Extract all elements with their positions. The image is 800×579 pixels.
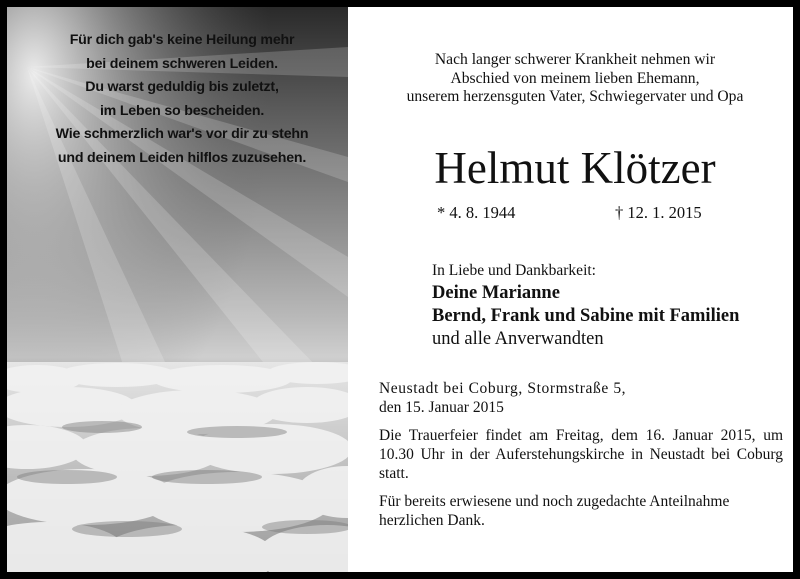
thanks-notice: Für bereits erwiesene und noch zugedachte Anteilnahme herzlichen Dank. [379, 493, 730, 529]
family-block [432, 260, 792, 351]
date-line: den 15. Januar 2015 [379, 399, 504, 416]
intro-line: Abschied von meinem lieben Ehemann, [450, 69, 700, 87]
intro-text [357, 51, 793, 107]
relatives-line: und alle Anverwandten [432, 329, 604, 349]
birth-date: * 4. 8. 1944 [437, 203, 516, 222]
place-line: Neustadt bei Coburg, Stormstraße 5, [379, 380, 627, 397]
dedication-label: In Liebe und Dankbarkeit: [432, 262, 596, 279]
intro-line: unserem herzensguten Vater, Schwiegervater und Opa [406, 88, 744, 105]
poem-line: Du warst geduldig bis zuletzt, [85, 79, 279, 96]
memorial-poem [37, 29, 327, 171]
death-date: † 12. 1. 2015 [615, 203, 702, 222]
poem-line: Für dich gab's keine Heilung mehr [69, 32, 295, 48]
poem-line: Wie schmerzlich war's vor dir zu stehn [55, 126, 309, 143]
poem-line: bei deinem schweren Leiden. [86, 55, 278, 72]
intro-line: Nach langer schwerer Krankheit nehmen wir [434, 51, 716, 68]
funeral-notice: Die Trauerfeier findet am Freitag, dem 16. Januar 2015, um 10.30 Uhr in der Auferstehungskirche in Neustadt bei Coburg statt. [379, 427, 783, 482]
spouse-name: Deine Marianne [432, 283, 560, 303]
poem-line: im Leben so bescheiden. [99, 102, 265, 119]
deceased-name: Helmut Klötzer [434, 143, 716, 193]
poem-line: und deinem Leiden hilflos zuzusehen. [57, 149, 307, 166]
sky-clouds-image [7, 7, 348, 572]
details-block [379, 379, 783, 539]
children-names: Bernd, Frank und Sabine mit Familien [432, 306, 740, 326]
